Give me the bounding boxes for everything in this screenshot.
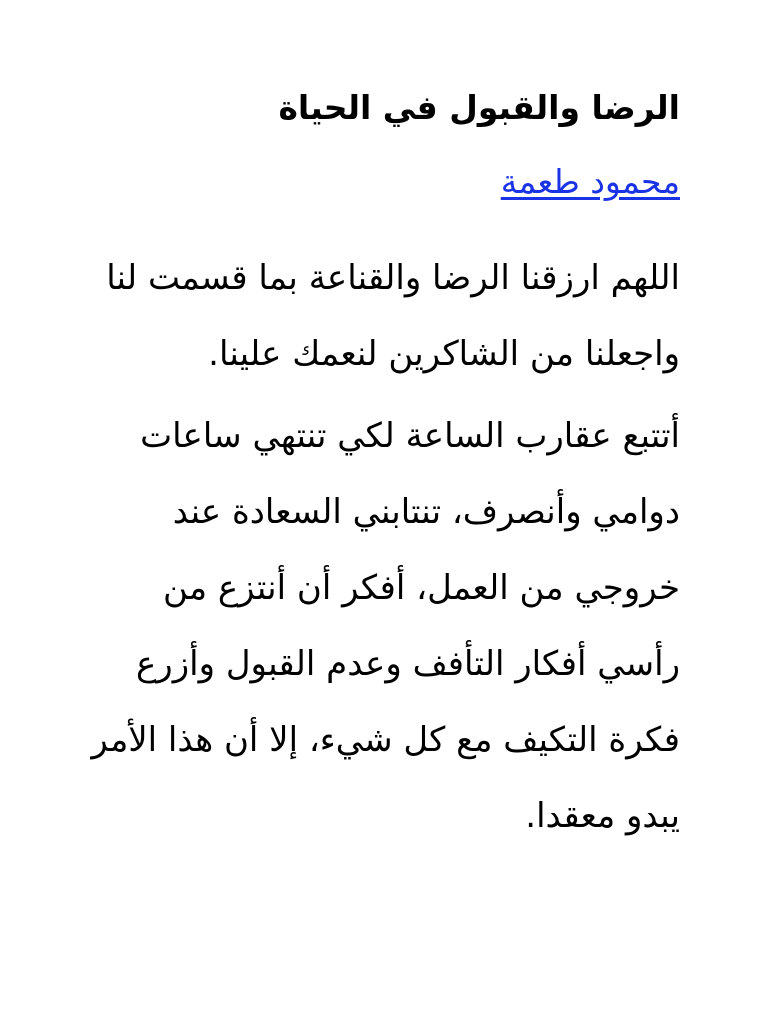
author-row [90,158,680,240]
paragraph-prayer: اللهم ارزقنا الرضا والقناعة بما قسمت لنا واجعلنا من الشاكرين لنعمك علينا. [106,258,680,374]
author-link[interactable]: محمود طعمة [500,162,680,201]
article-title: الرضا والقبول في الحياة [278,88,680,127]
paragraph-body: أتتبع عقارب الساعة لكي تنتهي ساعات دوامي وأنصرف، تنتابني السعادة عند خروجي من العمل، أفكر أن أنتزع من رأسي أفكار التأفف وعدم القبول وأزرع فكرة التكيف مع كل شيء، إلا أن هذا الأمر يبدو معقدا. [91,416,680,836]
